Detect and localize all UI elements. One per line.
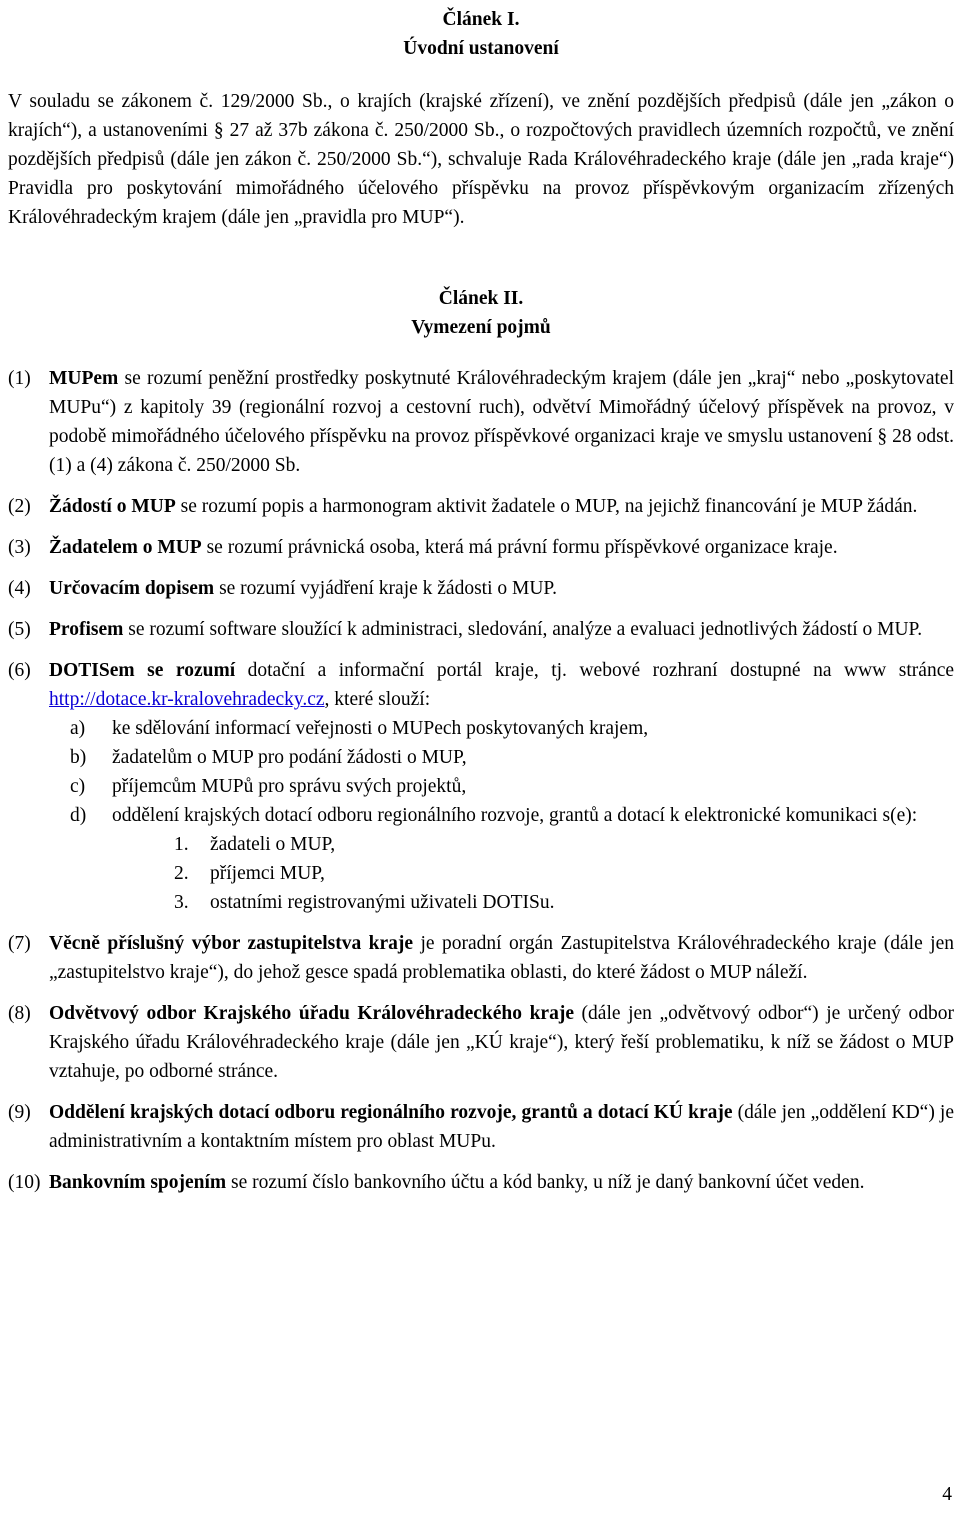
definition-item <box>8 492 954 521</box>
page-number: 4 <box>942 1484 952 1505</box>
definition-item <box>8 615 954 644</box>
definition-term: Věcně příslušný výbor zastupitelstva kraje <box>49 933 414 954</box>
definition-text: se rozumí software sloužící k administraci, sledování, analýze a evaluaci jednotlivých žádostí o MUP. <box>123 619 923 640</box>
definition-term: Profisem <box>49 619 124 640</box>
definition-text: se rozumí peněžní prostředky poskytnuté Královéhradeckým krajem (dále jen „kraj“ nebo „poskytovatel MUPu“) z kapitoly 39 (regionální rozvoj a cestovní ruch), odvětví Mimořádný účelový příspěvek na provoz, v podobě mimořádného účelového příspěvku na provoz příspěvkové organizaci kraje ve smyslu ustanovení § 28 odst. (1) a (4) zákona č. 250/2000 Sb. <box>49 368 954 476</box>
definition-body <box>49 1168 954 1197</box>
sub-item <box>8 801 954 830</box>
article-1-title: Článek I. <box>442 9 520 30</box>
definition-term: Žádostí o MUP <box>49 496 176 517</box>
sub-item-label: b) <box>70 747 87 768</box>
sub-item <box>8 743 954 772</box>
definition-term: MUPem <box>49 368 119 389</box>
definition-body <box>49 929 954 987</box>
sub-item-label: c) <box>70 776 86 797</box>
definition-number: (6) <box>8 660 31 681</box>
definition-text: se rozumí číslo bankovního účtu a kód banky, u níž je daný bankovní účet veden. <box>226 1172 865 1193</box>
sub-sub-item <box>8 830 954 859</box>
definition-body <box>49 1098 954 1156</box>
sub-item-text: ke sdělování informací veřejnosti o MUPech poskytovaných krajem, <box>112 718 649 739</box>
sub-item-text: příjemcům MUPů pro správu svých projektů, <box>112 776 467 797</box>
sub-sub-item-text: ostatními registrovanými uživateli DOTISu. <box>210 892 555 913</box>
definition-body <box>49 533 954 562</box>
definition-text: (dále jen „odvětvový odbor“) je určený odbor Krajského úřadu Královéhradeckého kraje (dále jen „KÚ kraje“), který řeší problematiku, k níž se žádost o MUP vztahuje, po odborné stránce. <box>49 1003 954 1082</box>
definition-number: (7) <box>8 933 31 954</box>
sub-item <box>8 714 954 743</box>
definition-number: (10) <box>8 1172 41 1193</box>
definition-body <box>49 574 954 603</box>
definition-item <box>8 1168 954 1197</box>
article-1-subtitle: Úvodní ustanovení <box>403 38 559 59</box>
article-2-subtitle: Vymezení pojmů <box>411 317 551 338</box>
definitions-list <box>8 364 954 1197</box>
definition-number: (4) <box>8 578 31 599</box>
definition-term: Bankovním spojením <box>49 1172 227 1193</box>
sub-sub-item-label: 1. <box>174 834 189 855</box>
definition-text: se rozumí právnická osoba, která má právní formu příspěvkové organizace kraje. <box>201 537 838 558</box>
definition-item <box>8 533 954 562</box>
definition-number: (9) <box>8 1102 31 1123</box>
definition-body <box>49 364 954 480</box>
definition-body <box>49 492 954 521</box>
sub-item <box>8 772 954 801</box>
definition-number: (8) <box>8 1003 31 1024</box>
definition-text: se rozumí vyjádření kraje k žádosti o MUP. <box>214 578 557 599</box>
definition-item <box>8 929 954 987</box>
definition-item <box>8 656 954 917</box>
definition-term: Žadatelem o MUP <box>49 537 202 558</box>
sub-sub-item <box>8 859 954 888</box>
definition-body <box>49 656 954 917</box>
definition-text: se rozumí popis a harmonogram aktivit žadatele o MUP, na jejichž financování je MUP žádán. <box>175 496 918 517</box>
definition-body <box>49 999 954 1086</box>
definition-item <box>8 574 954 603</box>
definition-text: je poradní orgán Zastupitelstva Královéhradeckého kraje (dále jen „zastupitelstvo kraje“), do jehož gesce spadá problematika oblasti, do které žádost o MUP náleží. <box>49 933 955 983</box>
definition-item <box>8 364 954 480</box>
definition-number: (3) <box>8 537 31 558</box>
definition-text: , které slouží: <box>324 689 431 710</box>
definition-term: Odvětvový odbor Krajského úřadu Královéhradeckého kraje <box>49 1003 574 1024</box>
sub-item-label: d) <box>70 805 87 826</box>
sub-item-text: oddělení krajských dotací odboru regionálního rozvoje, grantů a dotací k elektronické komunikaci s(e): <box>112 805 918 826</box>
sub-sub-item-text: žadateli o MUP, <box>210 834 336 855</box>
definition-number: (2) <box>8 496 31 517</box>
definition-number: (5) <box>8 619 31 640</box>
sub-item-text: žadatelům o MUP pro podání žádosti o MUP, <box>112 747 467 768</box>
definition-item <box>8 1098 954 1156</box>
definition-number: (1) <box>8 368 31 389</box>
definition-body <box>49 615 954 644</box>
article-2-title: Článek II. <box>438 288 524 309</box>
dotace-portal-link[interactable]: http://dotace.kr-kralovehradecky.cz <box>49 689 325 710</box>
definition-term: DOTISem se rozumí <box>49 660 236 681</box>
definition-text: (dále jen „oddělení KD“) je administrativním a kontaktním místem pro oblast MUPu. <box>49 1102 954 1152</box>
sub-sub-item <box>8 888 954 917</box>
sub-sub-item-label: 3. <box>174 892 189 913</box>
sub-item-label: a) <box>70 718 86 739</box>
definition-item <box>8 999 954 1086</box>
definition-term: Oddělení krajských dotací odboru regionálního rozvoje, grantů a dotací KÚ kraje <box>49 1102 733 1123</box>
sub-sub-item-label: 2. <box>174 863 189 884</box>
article-1-intro: V souladu se zákonem č. 129/2000 Sb., o krajích (krajské zřízení), ve znění pozdějších předpisů (dále jen „zákon o krajích“), a ustanoveními § 27 až 37b zákona č. 250/2000 Sb., o rozpočtových pravidlech územních rozpočtů, ve znění pozdějších předpisů (dále jen zákon č. 250/2000 Sb.“), schvaluje Rada Královéhradeckého kraje (dále jen „rada kraje“) Pravidla pro poskytování mimořádného účelového příspěvku na provoz příspěvkovým organizacím zřízených Královéhradeckým krajem (dále jen „pravidla pro MUP“). <box>8 91 954 228</box>
definition-text: dotační a informační portál kraje, tj. webové rozhraní dostupné na www stránce <box>235 660 954 681</box>
definition-term: Určovacím dopisem <box>49 578 215 599</box>
document-page <box>8 0 954 1209</box>
sub-sub-item-text: příjemci MUP, <box>210 863 325 884</box>
